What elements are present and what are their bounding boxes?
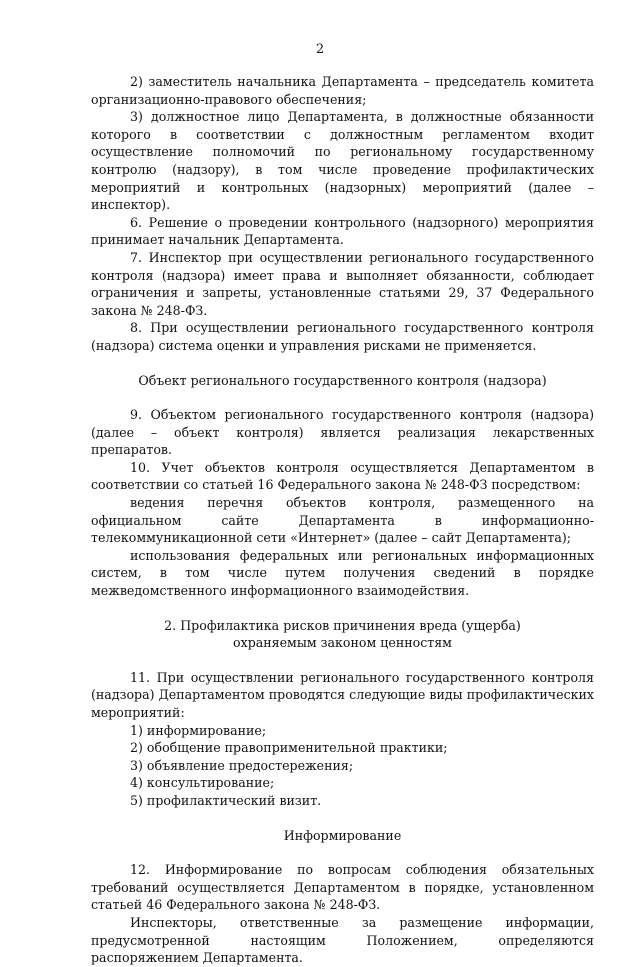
paragraph-item-8: 8. При осуществлении регионального государственного контроля (надзора) система оценки и управления рисками не применяется. [91,320,594,353]
paragraph-item-7: 7. Инспектор при осуществлении регионального государственного контроля (надзора) имеет права и выполняет обязанности, соблюдает ограничения и запреты, установленные статьями 29, 37 Федерального закона № 248-ФЗ. [91,249,594,318]
list-item-warning: 3) объявление предостережения; [130,757,354,773]
paragraph-info-systems: использования федеральных или региональных информационных систем, в том числе путем получения сведений в порядке межведомственного информационного взаимодействия. [91,547,594,599]
document-body [91,73,594,967]
paragraph-official: 3) должностное лицо Департамента, в должностные обязанности которого в соответствии с должностным регламентом входит осуществление полномочий по региональному государственному контролю (надзору), в том числе проведение профилактических мероприятий и контрольных (надзорных) мероприятий (далее – инспектор). [91,109,594,213]
section-heading-informing: Информирование [283,827,402,843]
paragraph-item-9: 9. Объектом регионального государственного контроля (надзора) (далее – объект контроля) является реализация лекарственных препаратов. [91,407,594,458]
section-heading-control-object: Объект регионального государственного контроля (надзора) [138,372,547,388]
section-heading-prevention-line-1: 2. Профилактика рисков причинения вреда (ущерба) [164,617,521,633]
paragraph-inspectors: Инспекторы, ответственные за размещение информации, предусмотренной настоящим Положением, определяются распоряжением Департамента. [91,914,594,966]
paragraph-item-11: 11. При осуществлении регионального государственного контроля (надзора) Департаментом проводятся следующие виды профилактических мероприятий: [91,669,594,720]
paragraph-registry: ведения перечня объектов контроля, размещенного на официальном сайте Департамента в информационно-телекоммуникационной сети «Интернет» (далее – сайт Департамента); [91,495,594,546]
paragraph-deputy-head: 2) заместитель начальника Департамента – председатель комитета организационно-правового обеспечения; [91,74,594,107]
page-number: 2 [315,42,325,57]
list-item-consulting: 4) консультирование; [130,775,275,791]
list-item-preventive-visit: 5) профилактический визит. [130,792,322,808]
paragraph-item-10: 10. Учет объектов контроля осуществляется Департаментом в соответствии со статьей 16 Федерального закона № 248-ФЗ посредством: [91,459,594,493]
section-heading-prevention [91,617,594,652]
list-item-generalization: 2) обобщение правоприменительной практики; [130,740,448,756]
paragraph-item-6: 6. Решение о проведении контрольного (надзорного) мероприятия принимает начальник Департамента. [91,214,594,248]
paragraph-item-12: 12. Информирование по вопросам соблюдения обязательных требований осуществляется Департаментом в порядке, установленном статьей 46 Федерального закона № 248-ФЗ. [91,862,594,913]
list-item-informing: 1) информирование; [130,722,267,738]
section-heading-prevention-line-2: охраняемым законом ценностям [233,635,452,651]
